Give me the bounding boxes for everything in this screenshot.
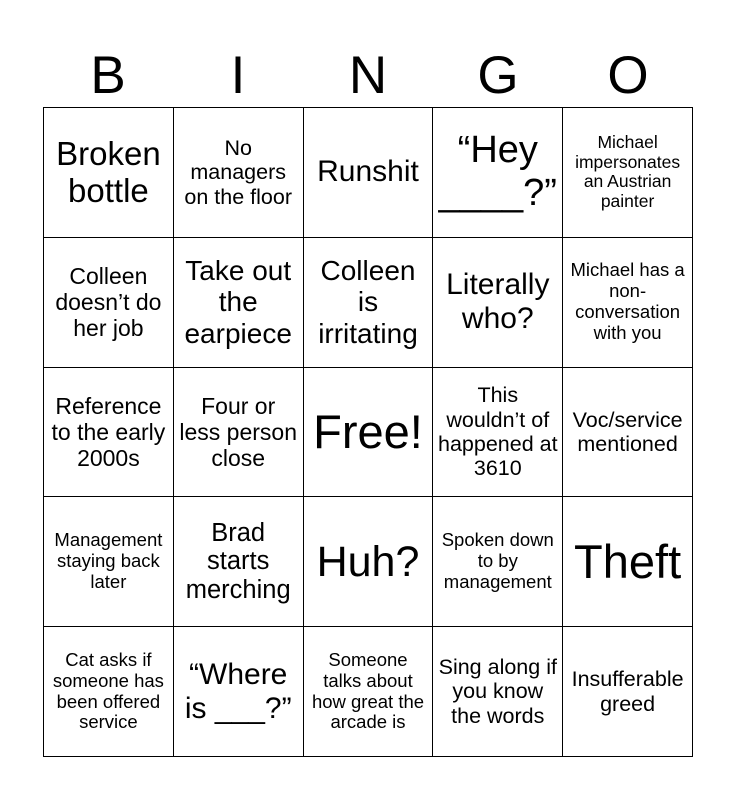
cell-label: Sing along if you know the words — [438, 655, 557, 728]
free-space: Free! — [313, 405, 423, 459]
cell-label: Reference to the early 2000s — [51, 393, 166, 471]
bingo-cell-4-4[interactable] — [433, 497, 563, 627]
cell-label: “Hey ____?” — [438, 129, 557, 215]
bingo-cell-4-5[interactable] — [563, 497, 693, 627]
bingo-cell-4-3[interactable] — [304, 497, 434, 627]
bingo-cell-1-3[interactable] — [304, 108, 434, 238]
bingo-cell-1-2[interactable] — [174, 108, 304, 238]
bingo-cell-4-1[interactable] — [44, 497, 174, 627]
cell-label: Insufferable greed — [571, 667, 684, 716]
bingo-grid — [43, 107, 693, 757]
bingo-cell-2-5[interactable] — [563, 238, 693, 368]
bingo-cell-5-2[interactable] — [174, 627, 304, 757]
cell-label: Voc/service mentioned — [572, 407, 683, 456]
bingo-cell-3-3[interactable] — [304, 368, 434, 498]
cell-label: No managers on the floor — [184, 135, 292, 209]
cell-label: “Where is ___?” — [184, 657, 292, 725]
bingo-cell-3-5[interactable] — [563, 368, 693, 498]
header-letter-i: I — [230, 46, 246, 105]
bingo-header — [43, 44, 693, 108]
cell-label: Broken bottle — [56, 135, 161, 210]
bingo-cell-5-1[interactable] — [44, 627, 174, 757]
bingo-cell-4-2[interactable] — [174, 497, 304, 627]
bingo-cell-3-2[interactable] — [174, 368, 304, 498]
header-letter-n: N — [348, 46, 388, 105]
bingo-cell-1-4[interactable] — [433, 108, 563, 238]
bingo-cell-1-5[interactable] — [563, 108, 693, 238]
bingo-cell-3-4[interactable] — [433, 368, 563, 498]
cell-label: Michael impersonates an Austrian painter — [575, 131, 681, 212]
bingo-cell-2-2[interactable] — [174, 238, 304, 368]
bingo-cell-3-1[interactable] — [44, 368, 174, 498]
cell-label: Huh? — [316, 537, 420, 586]
bingo-cell-5-3[interactable] — [304, 627, 434, 757]
cell-label: Take out the earpiece — [184, 254, 292, 349]
cell-label: Brad starts merching — [185, 518, 291, 605]
cell-label: Management staying back later — [54, 529, 163, 593]
bingo-cell-2-4[interactable] — [433, 238, 563, 368]
bingo-cell-1-1[interactable] — [44, 108, 174, 238]
cell-label: Runshit — [317, 155, 419, 189]
cell-label: Four or less person close — [179, 393, 297, 471]
cell-label: Someone talks about how great the arcade is — [311, 648, 425, 733]
header-letter-o: O — [607, 46, 649, 105]
header-letter-b: B — [90, 46, 126, 105]
cell-label: Michael has a non-conversation with you — [570, 259, 685, 344]
cell-label: Colleen is irritating — [318, 254, 418, 349]
bingo-cell-5-5[interactable] — [563, 627, 693, 757]
cell-label: Colleen doesn’t do her job — [55, 263, 162, 342]
cell-label: Theft — [574, 535, 682, 589]
bingo-cell-2-1[interactable] — [44, 238, 174, 368]
bingo-cell-5-4[interactable] — [433, 627, 563, 757]
cell-label: This wouldn’t of happened at 3610 — [438, 383, 558, 481]
header-letter-g: G — [477, 46, 519, 105]
cell-label: Literally who? — [446, 268, 550, 336]
cell-label: Cat asks if someone has been offered service — [52, 648, 164, 733]
bingo-cell-2-3[interactable] — [304, 238, 434, 368]
cell-label: Spoken down to by management — [441, 529, 554, 593]
